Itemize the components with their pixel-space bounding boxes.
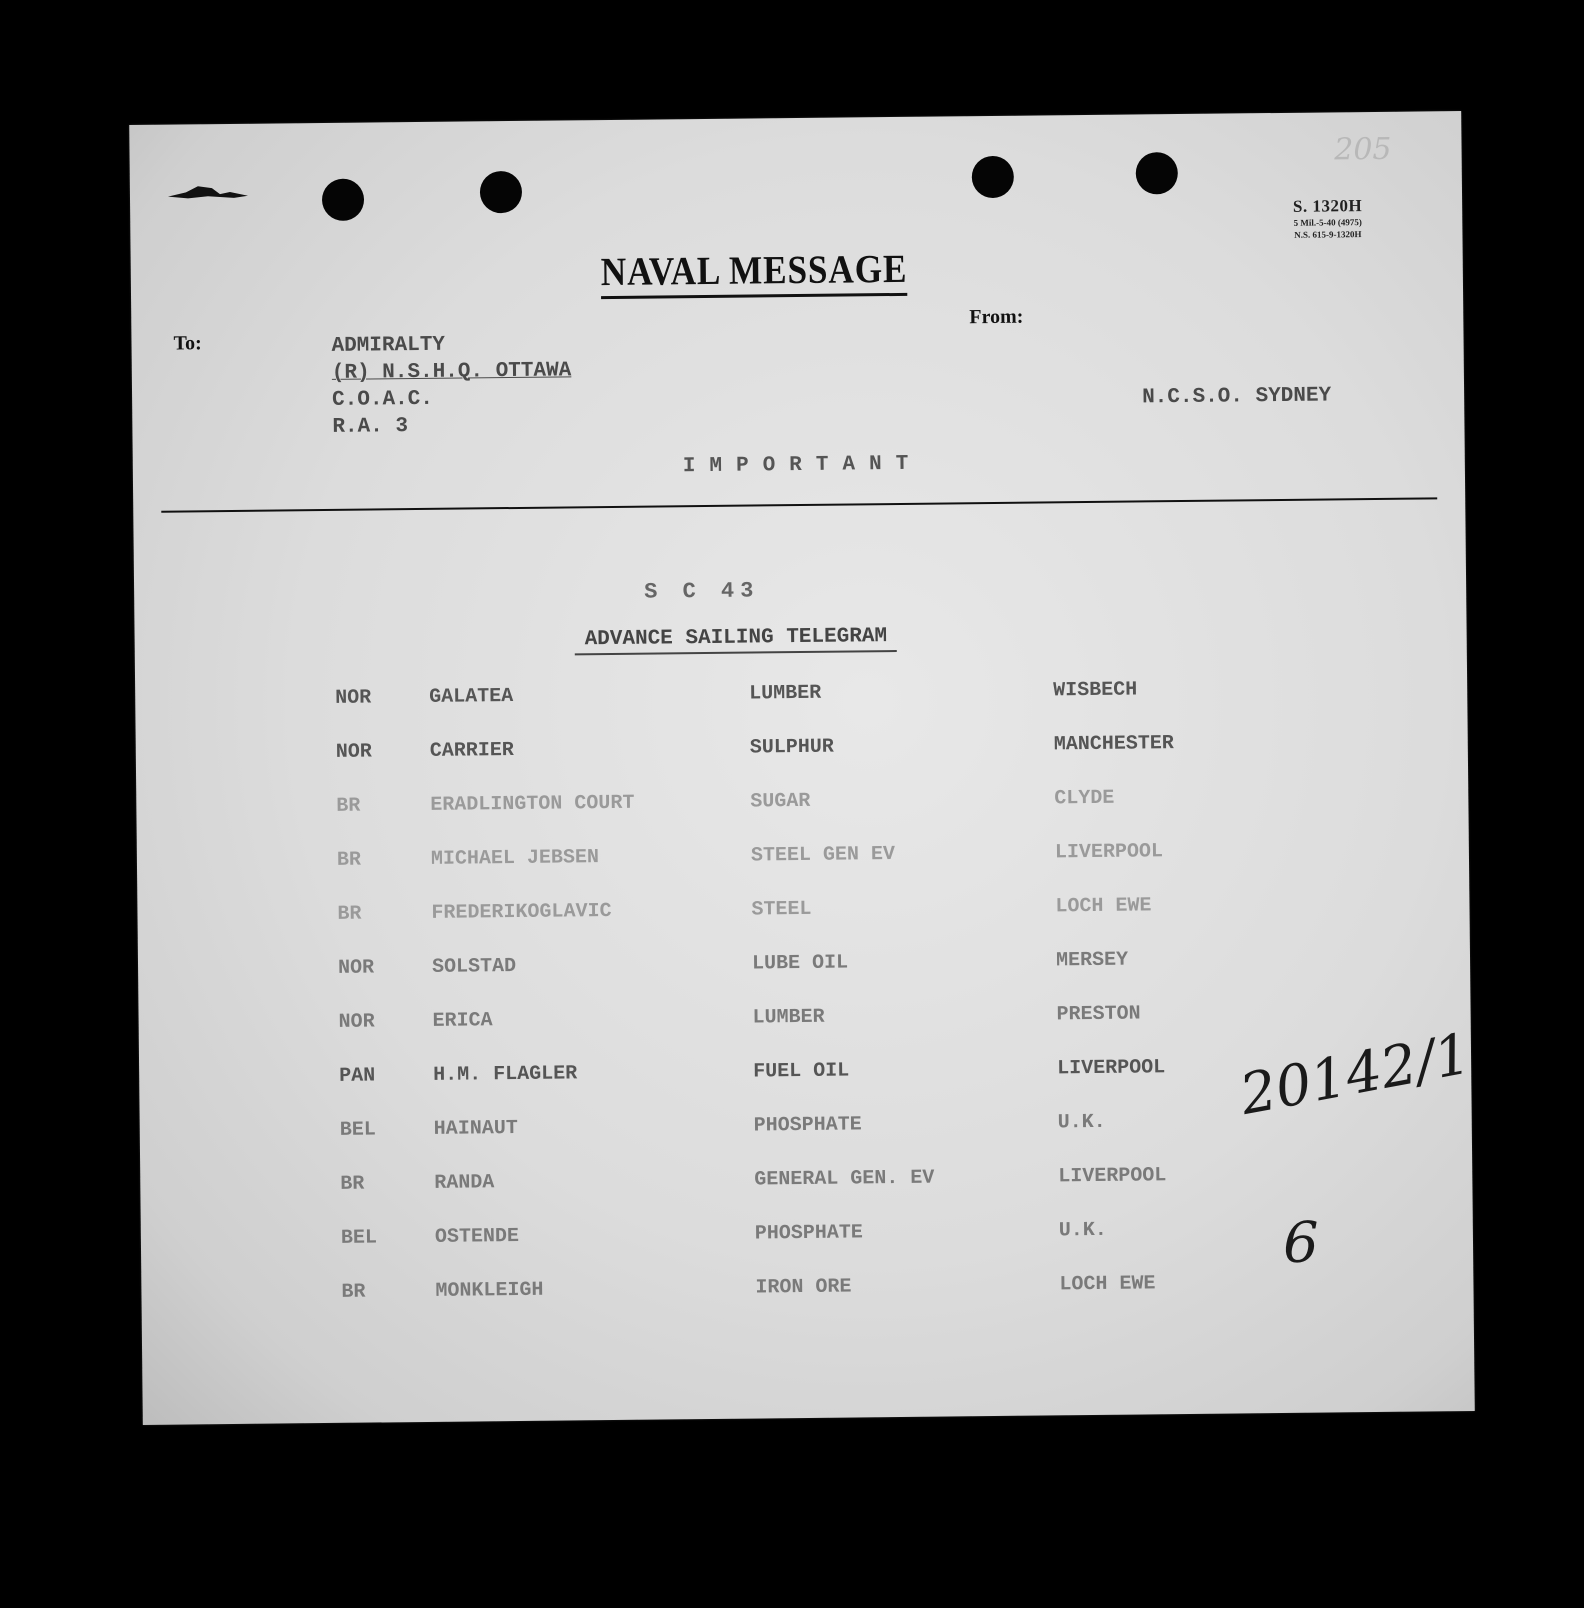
from-label: From: [969, 305, 1024, 329]
form-code-line: N.S. 615-9-1320H [1294, 229, 1362, 240]
ship-cargo: PHOSPHATE [753, 1113, 862, 1138]
ship-row [338, 939, 1279, 1003]
ship-flag: NOR [335, 740, 372, 764]
ship-destination: U.K. [1058, 1218, 1107, 1243]
addressee: ADMIRALTY [331, 333, 446, 358]
ship-name: CARRIER [429, 739, 514, 763]
form-code [1293, 196, 1363, 241]
punch-hole [480, 171, 522, 213]
ship-cargo: LUMBER [752, 1005, 825, 1030]
ship-flag: NOR [338, 1010, 375, 1034]
ship-destination: U.K. [1057, 1110, 1106, 1135]
message-subtitle: ADVANCE SAILING TELEGRAM [575, 625, 898, 655]
page-title: NAVAL MESSAGE [601, 247, 908, 299]
addressee: R.A. 3 [332, 415, 409, 439]
from-originator: N.C.S.O. SYDNEY [1142, 384, 1332, 410]
ship-row [338, 993, 1279, 1057]
ship-destination: MANCHESTER [1053, 732, 1174, 757]
ship-flag: BR [336, 794, 361, 818]
ship-cargo: LUBE OIL [751, 951, 849, 976]
ship-flag: BR [340, 1172, 365, 1196]
ship-name: ERICA [432, 1009, 493, 1033]
addressee: C.O.A.C. [332, 387, 434, 412]
ship-cargo: SULPHUR [749, 735, 834, 760]
ship-row [336, 777, 1277, 841]
ship-row [336, 723, 1277, 787]
ship-destination: LIVERPOOL [1058, 1164, 1167, 1189]
to-label: To: [173, 332, 202, 355]
torn-corner-mark [168, 182, 248, 205]
ship-flag: BEL [339, 1118, 376, 1142]
ship-flag: BR [341, 1280, 366, 1304]
ship-destination: LIVERPOOL [1057, 1056, 1166, 1081]
ship-cargo: SUGAR [750, 789, 811, 814]
ship-name: HAINAUT [433, 1116, 518, 1141]
ship-cargo: STEEL GEN EV [750, 843, 896, 868]
ship-row [337, 885, 1278, 949]
ship-destination: LOCH EWE [1055, 894, 1152, 919]
punch-hole [322, 179, 364, 221]
ship-row [339, 1047, 1280, 1111]
ship-name: GALATEA [429, 685, 514, 709]
punch-hole [1136, 152, 1178, 194]
ship-destination: LIVERPOOL [1054, 840, 1164, 865]
form-code-line: 5 Mil.-5-40 (4975) [1293, 217, 1362, 228]
ship-name: FREDERIKOGLAVIC [431, 900, 612, 925]
handwritten-reference: 20142/1 [1235, 1021, 1476, 1129]
ship-list [335, 669, 1282, 1327]
ship-flag: BEL [340, 1226, 378, 1250]
ship-destination: CLYDE [1054, 786, 1115, 811]
ship-cargo: PHOSPHATE [754, 1221, 864, 1246]
ship-cargo: LUMBER [749, 681, 822, 706]
ship-destination: PRESTON [1056, 1002, 1141, 1027]
ship-name: OSTENDE [434, 1224, 520, 1249]
ship-row [340, 1101, 1281, 1165]
ship-name: RANDA [434, 1171, 495, 1195]
to-addressees [331, 330, 572, 441]
convoy-id: S C 43 [644, 578, 760, 605]
ship-name: ERADLINGTON COURT [430, 791, 635, 817]
ship-flag: NOR [335, 686, 372, 710]
handwritten-page-number: 6 [1282, 1210, 1319, 1276]
ship-destination: MERSEY [1055, 948, 1129, 973]
ship-name: SOLSTAD [431, 955, 517, 979]
header-divider [161, 497, 1437, 512]
ship-flag: BR [336, 848, 362, 872]
ship-cargo: GENERAL GEN. EV [754, 1166, 935, 1192]
ship-destination: WISBECH [1053, 678, 1138, 703]
ship-cargo: FUEL OIL [753, 1059, 850, 1084]
ship-row [337, 831, 1278, 895]
ship-cargo: STEEL [751, 897, 812, 922]
punch-hole [972, 156, 1014, 198]
pencil-page-number: 205 [1334, 131, 1392, 168]
form-code-main: S. 1320H [1292, 196, 1363, 216]
ship-row [341, 1209, 1282, 1273]
ship-row [340, 1155, 1281, 1219]
ship-name: H.M. FLAGLER [433, 1062, 578, 1087]
ship-row [335, 669, 1276, 733]
ship-destination: LOCH EWE [1059, 1272, 1156, 1297]
ship-flag: PAN [339, 1064, 376, 1088]
ship-flag: NOR [337, 956, 375, 980]
ship-name: MONKLEIGH [435, 1278, 544, 1303]
ship-row [341, 1263, 1282, 1327]
ship-name: MICHAEL JEBSEN [430, 846, 600, 871]
message-form [129, 111, 1475, 1425]
ship-cargo: IRON ORE [755, 1275, 852, 1300]
ship-flag: BR [337, 902, 362, 926]
addressee: (R) N.S.H.Q. OTTAWA [331, 359, 572, 385]
priority-marking: IMPORTANT [682, 452, 923, 479]
